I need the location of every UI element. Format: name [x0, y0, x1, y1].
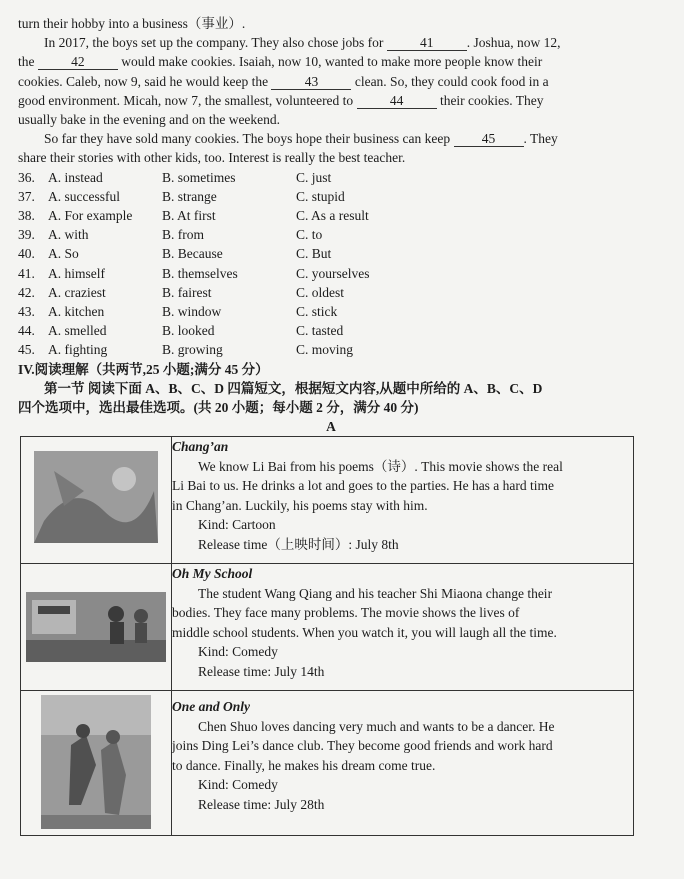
poster-cell [21, 691, 172, 836]
question-number: 37. [18, 188, 35, 204]
text: the [18, 54, 35, 70]
passage-line [18, 72, 644, 91]
option-b: B. Because [162, 246, 223, 262]
passage-line [18, 91, 644, 110]
movie-poster-image [34, 451, 158, 543]
text: clean. So, they could cook food in a [354, 73, 549, 89]
option-b: B. looked [162, 323, 215, 339]
blank-42: 42 [38, 54, 118, 70]
movie-table [20, 436, 634, 836]
question-number: 45. [18, 342, 35, 358]
poster-cell [21, 437, 172, 564]
passage-line [18, 33, 644, 52]
option-row [18, 283, 644, 302]
movie-info [172, 437, 634, 564]
passage-line [18, 129, 644, 148]
text: . Joshua, now 12, [466, 35, 561, 51]
question-number: 42. [18, 284, 35, 300]
movie-desc-line: middle school students. When you watch it, you will laugh all the time. [172, 624, 557, 640]
text: . They [523, 131, 558, 147]
option-c: C. moving [296, 342, 354, 358]
question-number: 36. [18, 169, 35, 185]
option-b: B. sometimes [162, 169, 236, 185]
blank-43: 43 [271, 74, 351, 90]
option-a: A. successful [48, 188, 120, 204]
passage-line: turn their hobby into a business（事业）. [18, 16, 246, 31]
text: would make cookies. Isaiah, now 10, wanted to make more people know their [121, 54, 543, 70]
text: In 2017, the boys set up the company. They also chose jobs for [44, 35, 384, 51]
question-number: 40. [18, 246, 35, 262]
option-c: C. oldest [296, 284, 345, 300]
option-b: B. from [162, 227, 204, 243]
passage-label: A [326, 419, 336, 435]
option-b: B. fairest [162, 284, 212, 300]
options-list [18, 168, 644, 360]
option-c: C. stick [296, 304, 338, 320]
section-heading: IV.阅读理解（共两节,25 小题;满分 45 分） [18, 361, 269, 377]
movie-release: Release time: July 14th [198, 663, 325, 679]
option-a: A. with [48, 227, 89, 243]
option-row [18, 225, 644, 244]
option-b: B. strange [162, 188, 217, 204]
text: good environment. Micah, now 7, the smallest, volunteered to [18, 92, 354, 108]
movie-row [21, 564, 634, 691]
movie-desc-line: to dance. Finally, he makes his dream come true. [172, 757, 436, 773]
movie-release: Release time: July 28th [198, 796, 325, 812]
blank-44: 44 [357, 93, 437, 109]
option-c: C. to [296, 227, 323, 243]
option-c: C. tasted [296, 323, 344, 339]
movie-info [172, 691, 634, 836]
text: their cookies. They [439, 92, 544, 108]
option-a: A. craziest [48, 284, 106, 300]
movie-title: One and Only [172, 699, 251, 715]
option-row [18, 302, 644, 321]
poster-graphic [26, 592, 166, 662]
option-b: B. themselves [162, 265, 238, 281]
option-a: A. fighting [48, 342, 108, 358]
option-a: A. himself [48, 265, 105, 281]
option-c: C. stupid [296, 188, 345, 204]
movie-kind: Kind: Comedy [198, 777, 278, 793]
movie-kind: Kind: Cartoon [198, 517, 276, 533]
movie-row [21, 691, 634, 836]
movie-info [172, 564, 634, 691]
section-instruction: 第一节 阅读下面 A、B、C、D 四篇短文，根据短文内容,从题中所给的 A、B、C、D [44, 380, 543, 396]
text: So far they have sold many cookies. The boys hope their business can keep [44, 131, 451, 147]
movie-poster-image [26, 592, 166, 662]
poster-graphic [41, 695, 151, 829]
movie-desc-line: We know Li Bai from his poems（诗）. This movie shows the real [198, 458, 563, 474]
movie-poster-image [41, 695, 151, 829]
passage-line [18, 52, 644, 71]
option-c: C. But [296, 246, 332, 262]
movie-desc-line: Li Bai to us. He drinks a lot and goes to the parties. He has a hard time [172, 478, 555, 494]
option-b: B. At first [162, 208, 216, 224]
option-a: A. instead [48, 169, 103, 185]
text: cookies. Caleb, now 9, said he would keep the [18, 73, 269, 89]
movie-desc-line: in Chang’an. Luckily, his poems stay with him. [172, 497, 428, 513]
question-number: 43. [18, 304, 35, 320]
option-c: C. just [296, 169, 332, 185]
movie-desc-line: Chen Shuo loves dancing very much and wants to be a dancer. He [198, 718, 555, 734]
movie-desc-line: The student Wang Qiang and his teacher Shi Miaona change their [198, 585, 553, 601]
movie-desc-line: bodies. They face many problems. The movie shows the lives of [172, 605, 520, 621]
blank-41: 41 [387, 35, 467, 51]
poster-cell [21, 564, 172, 691]
movie-row [21, 437, 634, 564]
option-a: A. So [48, 246, 79, 262]
passage-line: share their stories with other kids, too. Interest is really the best teacher. [18, 150, 406, 166]
option-row [18, 206, 644, 225]
option-row [18, 321, 644, 340]
option-row [18, 187, 644, 206]
option-c: C. yourselves [296, 265, 370, 281]
question-number: 41. [18, 265, 35, 281]
option-b: B. growing [162, 342, 223, 358]
movie-desc-line: joins Ding Lei’s dance club. They become good friends and work hard [172, 738, 553, 754]
option-row [18, 340, 644, 359]
option-row [18, 264, 644, 283]
movie-kind: Kind: Comedy [198, 644, 278, 660]
blank-45: 45 [454, 131, 524, 147]
poster-graphic [34, 451, 158, 543]
movie-title: Oh My School [172, 566, 253, 582]
option-c: C. As a result [296, 208, 369, 224]
section-instruction: 四个选项中，选出最佳选项。(共 20 小题；每小题 2 分，满分 40 分) [18, 400, 419, 416]
movie-title: Chang’an [172, 439, 229, 455]
option-row [18, 168, 644, 187]
question-number: 38. [18, 208, 35, 224]
option-a: A. smelled [48, 323, 107, 339]
question-number: 39. [18, 227, 35, 243]
option-b: B. window [162, 304, 222, 320]
option-a: A. kitchen [48, 304, 105, 320]
passage-line: usually bake in the evening and on the weekend. [18, 112, 281, 128]
question-number: 44. [18, 323, 35, 339]
option-a: A. For example [48, 208, 133, 224]
movie-release: Release time（上映时间）: July 8th [198, 536, 399, 552]
option-row [18, 244, 644, 263]
